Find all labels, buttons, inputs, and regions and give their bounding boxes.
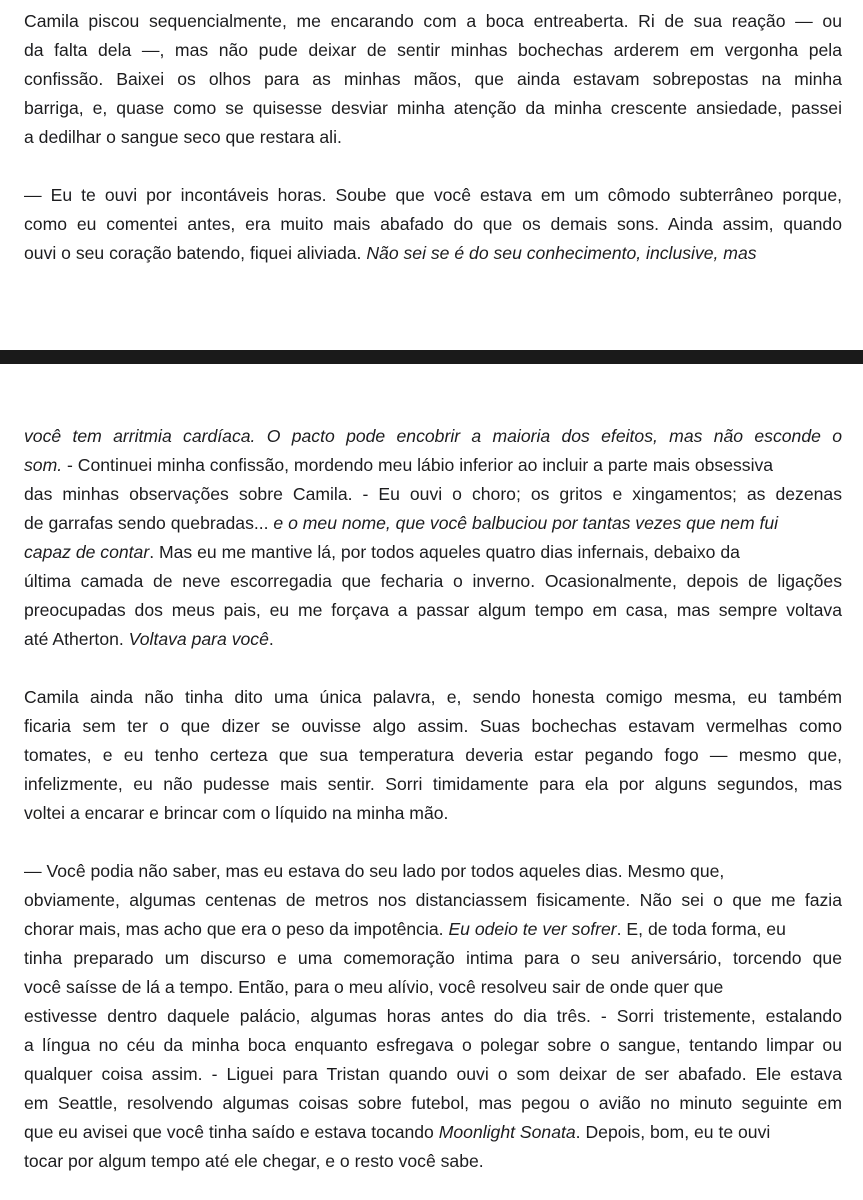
text-normal: ouvi o seu coração batendo, fiquei aliviada. [24, 243, 367, 263]
text-line: a língua no céu da minha boca enquanto esfregava o polegar sobre o sangue, tentando limpar ou [24, 1035, 842, 1055]
text-italic: capaz de contar [24, 542, 150, 562]
text-line: confissão. Baixei os olhos para as minhas mãos, que ainda estavam sobrepostas na minha [24, 69, 842, 89]
text-line [24, 239, 842, 268]
text-line [24, 625, 842, 654]
text-italic: você tem arritmia cardíaca. O pacto pode encobrir a maioria dos efeitos, mas não esconde o [24, 426, 842, 446]
text-line: qualquer coisa assim. - Liguei para Tristan quando ouvi o som deixar de ser abafado. Ele estava [24, 1064, 842, 1084]
text-line: barriga, e, quase como se quisesse desviar minha atenção da minha crescente ansiedade, passei [24, 98, 842, 118]
text-line: das minhas observações sobre Camila. - Eu ouvi o choro; os gritos e xingamentos; as dezenas [24, 484, 842, 504]
text-line [24, 915, 842, 944]
text-line: preocupadas dos meus pais, eu me forçava a passar algum tempo em casa, mas sempre voltava [24, 600, 842, 620]
text-normal: até Atherton. [24, 629, 129, 649]
text-line: Camila ainda não tinha dito uma única palavra, e, sendo honesta comigo mesma, eu também [24, 687, 842, 707]
text-line [24, 451, 842, 480]
text-line: tocar por algum tempo até ele chegar, e o resto você sabe. [24, 1151, 484, 1171]
text-line [24, 422, 842, 451]
text-line: como eu comentei antes, era muito mais abafado do que os demais sons. Ainda assim, quando [24, 214, 842, 234]
paragraph-spacer [24, 152, 842, 181]
text-italic: Voltava para você [128, 629, 269, 649]
text-italic: Eu odeio te ver sofrer [448, 919, 617, 939]
text-line: você saísse de lá a tempo. Então, para o meu alívio, você resolveu sair de onde quer que [24, 977, 724, 997]
text-italic: som. [24, 455, 63, 475]
text-italic: Não sei se é do seu conhecimento, inclusive, mas [366, 243, 757, 263]
text-line: infelizmente, eu não pudesse mais sentir. Sorri timidamente para ela por alguns segundos, mas [24, 774, 842, 794]
text-normal: . [268, 629, 274, 649]
text-line: Camila piscou sequencialmente, me encarando com a boca entreaberta. Ri de sua reação — ou [24, 11, 842, 31]
text-line: ficaria sem ter o que dizer se ouvisse algo assim. Suas bochechas estavam vermelhas como [24, 716, 842, 736]
text-line: estivesse dentro daquele palácio, algumas horas antes do dia três. - Sorri tristemente, estalando [24, 1006, 842, 1026]
text-line: em Seattle, resolvendo algumas coisas sobre futebol, mas pegou o avião no minuto seguinte em [24, 1093, 842, 1113]
text-line: última camada de neve escorregadia que fecharia o inverno. Ocasionalmente, depois de ligações [24, 571, 842, 591]
text-line: tinha preparado um discurso e uma comemoração intima para o seu aniversário, torcendo que [24, 948, 842, 968]
text-line: tomates, e eu tenho certeza que sua temperatura deveria estar pegando fogo — mesmo que, [24, 745, 842, 765]
page-top-screenshot [0, 0, 863, 350]
text-block-bottom [24, 422, 842, 1176]
page-bottom-screenshot [0, 364, 863, 1200]
text-line: — Você podia não saber, mas eu estava do seu lado por todos aqueles dias. Mesmo que, [24, 861, 725, 881]
text-line: voltei a encarar e brincar com o líquido na minha mão. [24, 803, 449, 823]
screenshot-divider [0, 350, 863, 364]
text-line [24, 1118, 842, 1147]
text-block-top [24, 7, 842, 268]
text-normal: chorar mais, mas acho que era o peso da impotência. [24, 919, 449, 939]
paragraph-spacer [24, 654, 842, 683]
text-normal: de garrafas sendo quebradas... [24, 513, 274, 533]
text-normal: . Mas eu me mantive lá, por todos aqueles quatro dias infernais, debaixo da [149, 542, 740, 562]
text-line: a dedilhar o sangue seco que restara ali. [24, 127, 342, 147]
text-normal: - Continuei minha confissão, mordendo meu lábio inferior ao incluir a parte mais obsessiva [62, 455, 774, 475]
paragraph-spacer [24, 828, 842, 857]
text-italic: e o meu nome, que você balbuciou por tantas vezes que nem fui [273, 513, 779, 533]
text-normal: . E, de toda forma, eu [616, 919, 786, 939]
text-line: da falta dela —, mas não pude deixar de sentir minhas bochechas arderem em vergonha pela [24, 40, 842, 60]
text-line: — Eu te ouvi por incontáveis horas. Soube que você estava em um cômodo subterrâneo porque, [24, 185, 842, 205]
text-line [24, 538, 842, 567]
text-normal: . Depois, bom, eu te ouvi [575, 1122, 771, 1142]
text-line: obviamente, algumas centenas de metros nos distanciassem fisicamente. Não sei o que me fazia [24, 890, 842, 910]
text-italic: Moonlight Sonata [438, 1122, 576, 1142]
text-normal: que eu avisei que você tinha saído e estava tocando [24, 1122, 439, 1142]
text-line [24, 509, 842, 538]
